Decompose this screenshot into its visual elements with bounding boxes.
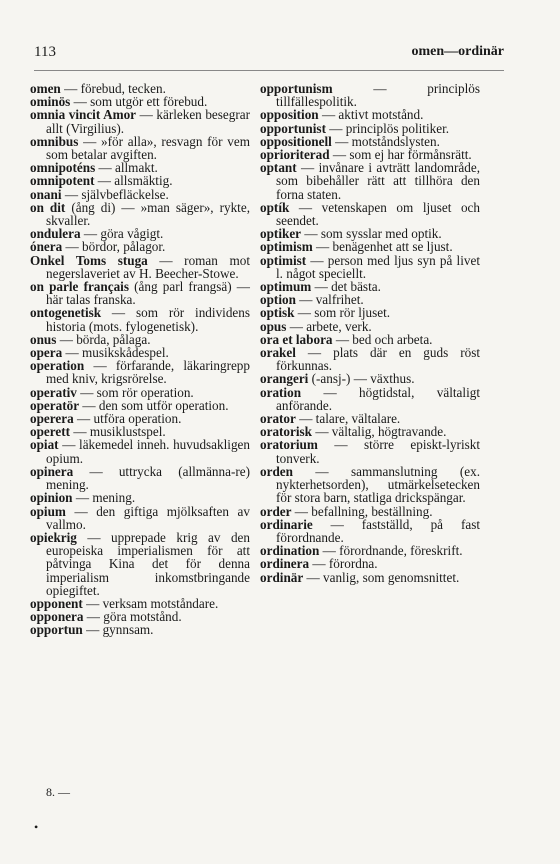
dictionary-entry — [30, 465, 250, 491]
dictionary-entry — [260, 518, 480, 544]
entry-definition: — principlös politiker. — [325, 120, 450, 136]
entry-headword: ordinär — [260, 569, 304, 585]
dictionary-entry — [30, 135, 250, 161]
entry-definition: (ång di) — »man säger», rykte, skvaller. — [46, 199, 250, 229]
entry-headword: oratorium — [260, 437, 318, 453]
dictionary-entry — [260, 438, 480, 464]
entry-headword: onani — [30, 186, 62, 202]
entry-definition: — principlös tillfällespolitik. — [276, 81, 480, 110]
dictionary-entry — [30, 201, 250, 227]
page-number: 113 — [34, 44, 56, 60]
entry-headword: opportun — [30, 622, 83, 638]
entry-headword: ordination — [260, 543, 320, 559]
dictionary-entry — [260, 465, 480, 505]
entry-headword: ora et labora — [260, 331, 333, 347]
entry-definition: — kärleken besegrar allt (Virgilius). — [46, 107, 250, 136]
entry-definition: — förfarande, läkaringrepp med kniv, krigsrörelse. — [46, 358, 250, 387]
entry-headword: omnipoténs — [30, 160, 96, 176]
entry-headword: ordinarie — [260, 516, 313, 532]
entry-headword: onus — [30, 331, 57, 347]
entry-headword: opportunist — [260, 120, 326, 136]
entry-definition: — benägenhet att se ljust. — [312, 239, 453, 255]
entry-headword: opposition — [260, 107, 319, 123]
entry-definition: — aktivt motstånd. — [318, 107, 424, 123]
entry-headword: omnia vincit Amor — [30, 107, 137, 123]
entry-headword: opportunism — [260, 81, 333, 96]
entry-headword: opinion — [30, 490, 73, 506]
running-head: omen—ordinär — [411, 44, 504, 59]
entry-headword: optant — [260, 160, 297, 176]
entry-definition: — förordna. — [309, 556, 378, 572]
entry-definition: — mening. — [72, 490, 136, 506]
entry-headword: ordinera — [260, 556, 310, 572]
dictionary-entry — [260, 254, 480, 280]
dictionary-entry — [260, 201, 480, 227]
entry-definition: — större episkt-lyriskt tonverk. — [276, 437, 480, 466]
entry-definition: — högtidstal, vältaligt anförande. — [276, 384, 480, 413]
entry-headword: optík — [260, 199, 290, 215]
entry-headword: on dit — [30, 199, 66, 215]
entry-definition: — läkemedel inneh. huvudsakligen opium. — [46, 437, 250, 466]
entry-definition: (ång parl frangsä) — här talas franska. — [46, 279, 250, 308]
entry-definition: — göra motstånd. — [83, 609, 182, 625]
entry-definition: — fastställd, på fast förordnande. — [276, 516, 480, 545]
entry-definition: — utföra operation. — [73, 411, 182, 427]
entry-definition: — vetenskapen om ljuset och seendet. — [276, 199, 480, 229]
entry-headword: oration — [260, 384, 302, 400]
entry-headword: oppositionell — [260, 133, 332, 149]
entry-headword: omnipotent — [30, 173, 95, 189]
entry-definition: — börda, pålaga. — [56, 331, 151, 347]
dictionary-entry — [30, 359, 250, 385]
entry-headword: operera — [30, 411, 74, 427]
dictionary-entry — [30, 280, 250, 306]
page-header — [34, 44, 504, 66]
entry-definition: — arbete, verk. — [286, 318, 372, 334]
entry-headword: opera — [30, 345, 63, 361]
entry-headword: optimum — [260, 279, 312, 295]
entry-definition: — den giftiga mjölksaften av vallmo. — [46, 503, 250, 532]
entry-headword: operativ — [30, 384, 77, 400]
entry-definition: — som ej har förmånsrätt. — [329, 147, 472, 163]
dictionary-entry — [260, 161, 480, 201]
entry-definition: — förordnande, föreskrift. — [319, 543, 463, 559]
dictionary-entry — [260, 346, 480, 372]
entry-definition: — valfrihet. — [295, 292, 364, 308]
entry-definition: — »för alla», resvagn för vem som betalar avgiften. — [46, 133, 250, 163]
entry-headword: ondulera — [30, 226, 81, 242]
entry-headword: orator — [260, 411, 296, 427]
entry-definition: — vanlig, som genomsnittet. — [303, 569, 460, 585]
entry-definition: — som rör ljuset. — [294, 305, 391, 321]
entry-headword: Onkel Toms stuga — [30, 252, 148, 268]
entry-headword: opinera — [30, 463, 74, 479]
entry-definition: — motståndslysten. — [331, 133, 440, 149]
dictionary-entry — [30, 108, 250, 134]
entry-definition: — verksam motståndare. — [82, 595, 219, 611]
entry-definition: — bed och arbeta. — [332, 331, 433, 347]
entry-headword: opus — [260, 318, 287, 334]
dictionary-entry — [30, 254, 250, 280]
entry-definition: — göra vågigt. — [80, 226, 164, 242]
dictionary-entry — [30, 306, 250, 332]
entry-headword: omen — [30, 81, 61, 96]
entry-headword: on parle français — [30, 279, 129, 295]
entry-headword: order — [260, 503, 292, 519]
entry-definition: — det bästa. — [311, 279, 381, 295]
entry-definition: — som rör operation. — [76, 384, 194, 400]
entry-headword: operett — [30, 424, 71, 440]
header-rule — [34, 70, 504, 71]
entry-headword: oprioriterad — [260, 147, 330, 163]
entry-definition: — talare, vältalare. — [295, 411, 401, 427]
entry-definition: — självbefläckelse. — [61, 186, 169, 202]
entry-headword: optisk — [260, 305, 295, 321]
dictionary-entry — [30, 438, 250, 464]
entry-headword: ontogenetisk — [30, 305, 102, 321]
entry-headword: orakel — [260, 345, 296, 361]
dictionary-entry — [30, 623, 250, 636]
page-mark: • — [34, 820, 39, 834]
entry-definition: — invånare i avträtt landområde, som bibehåller rätt att tillhöra den forna staten. — [276, 160, 480, 202]
entry-definition: — plats där en guds röst förkunnas. — [276, 345, 480, 374]
entry-headword: orden — [260, 463, 293, 479]
left-column — [30, 82, 250, 637]
signature-mark: 8. — — [46, 785, 70, 799]
entry-headword: opponera — [30, 609, 84, 625]
right-column — [260, 82, 480, 584]
entry-definition: — den som utför operation. — [79, 397, 229, 413]
entry-definition: — roman mot negerslaveriet av H. Beecher-Stowe. — [46, 252, 250, 281]
entry-definition: — sammanslutning (ex. nykterhetsorden), utmärkelsetecken för stora barn, statliga drickspängar. — [276, 463, 480, 506]
entry-definition: — förebud, tecken. — [60, 81, 166, 96]
entry-headword: opiat — [30, 437, 59, 453]
entry-headword: operatör — [30, 397, 80, 413]
dictionary-entry — [30, 531, 250, 597]
entry-headword: optimist — [260, 252, 307, 268]
entry-definition: — musiklustspel. — [70, 424, 166, 440]
entry-headword: omnibus — [30, 133, 79, 149]
entry-headword: option — [260, 292, 296, 308]
entry-headword: optiker — [260, 226, 302, 242]
entry-definition: — allsmäktig. — [94, 173, 173, 189]
entry-headword: orangeri — [260, 371, 309, 387]
entry-definition: — allmakt. — [95, 160, 158, 176]
entry-headword: opiekrig — [30, 529, 77, 545]
entry-definition: — upprepade krig av den europeiska imperialismen för att påtvinga Kina det för denna imperialism inkomstbringande opiegiftet. — [46, 529, 250, 598]
entry-headword: opium — [30, 503, 66, 519]
dictionary-entry — [260, 571, 480, 584]
entry-definition: — bördor, pålagor. — [62, 239, 166, 255]
entry-definition: — befallning, beställning. — [291, 503, 433, 519]
entry-definition: — musikskådespel. — [62, 345, 169, 361]
entry-headword: opponent — [30, 595, 83, 611]
entry-definition: (-ansj-) — växthus. — [308, 371, 415, 387]
entry-definition: — som utgör ett förebud. — [70, 94, 208, 110]
entry-headword: ónera — [30, 239, 63, 255]
entry-headword: oratorisk — [260, 424, 313, 440]
entry-headword: ominös — [30, 94, 71, 110]
entry-definition: — vältalig, högtravande. — [312, 424, 447, 440]
entry-definition: — som rör individens historia (mots. fylogenetisk). — [46, 305, 250, 334]
entry-definition: — uttrycka (allmänna-re) mening. — [46, 463, 250, 493]
entry-headword: operation — [30, 358, 85, 374]
entry-headword: optimism — [260, 239, 313, 255]
entry-definition: — gynnsam. — [82, 622, 154, 638]
dictionary-entry — [260, 386, 480, 412]
entry-definition: — som sysslar med optik. — [301, 226, 442, 242]
entry-definition: — person med ljus syn på livet l. något speciellt. — [276, 252, 480, 281]
dictionary-entry — [260, 82, 480, 108]
dictionary-entry — [30, 505, 250, 531]
